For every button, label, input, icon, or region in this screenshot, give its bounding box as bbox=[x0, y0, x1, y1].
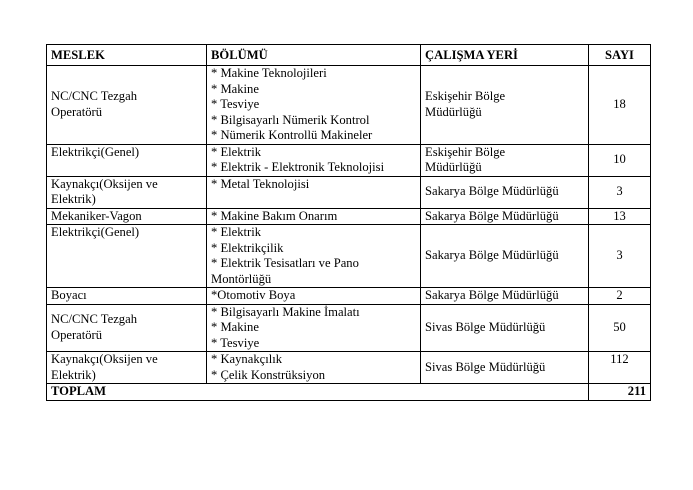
total-value: 211 bbox=[589, 384, 651, 401]
table-row bbox=[47, 352, 651, 384]
calisma-yeri-cell-line: Sakarya Bölge Müdürlüğü bbox=[425, 208, 559, 223]
bolumu-cell-line: * Elektrikçilik bbox=[211, 240, 284, 255]
meslek-cell-line: Operatörü bbox=[51, 104, 103, 119]
sayi-cell: 18 bbox=[589, 66, 651, 145]
meslek-cell-line: Boyacı bbox=[51, 288, 87, 302]
calisma-yeri-cell-line: Eskişehir Bölge bbox=[425, 89, 506, 104]
bolumu-cell-line: *Otomotiv Boya bbox=[211, 288, 296, 302]
meslek-cell-line: Elektrikçi(Genel) bbox=[51, 144, 140, 159]
meslek-cell bbox=[47, 225, 207, 288]
header-meslek: MESLEK bbox=[47, 45, 207, 66]
sayi-cell: 2 bbox=[589, 288, 651, 305]
header-bolumu: BÖLÜMÜ bbox=[207, 45, 421, 66]
meslek-cell-line: Elektrik) bbox=[51, 192, 96, 206]
total-label: TOPLAM bbox=[47, 384, 589, 401]
calisma-yeri-cell bbox=[421, 288, 589, 305]
bolumu-cell bbox=[207, 225, 421, 288]
calisma-yeri-cell bbox=[421, 144, 589, 176]
bolumu-cell bbox=[207, 208, 421, 225]
header-row bbox=[47, 45, 651, 66]
bolumu-cell-line: * Makine bbox=[211, 320, 259, 334]
bolumu-cell-line: * Metal Teknolojisi bbox=[211, 176, 310, 191]
meslek-cell-line: Mekaniker-Vagon bbox=[51, 208, 142, 223]
table-row bbox=[47, 208, 651, 225]
meslek-cell bbox=[47, 304, 207, 352]
calisma-yeri-cell-line: Eskişehir Bölge bbox=[425, 144, 506, 159]
sayi-cell: 50 bbox=[589, 304, 651, 352]
bolumu-cell-line: * Makine Teknolojileri bbox=[211, 66, 327, 80]
table-row bbox=[47, 225, 651, 288]
meslek-cell bbox=[47, 352, 207, 384]
calisma-yeri-cell-line: Sakarya Bölge Müdürlüğü bbox=[425, 248, 559, 263]
sayi-cell: 3 bbox=[589, 176, 651, 208]
meslek-cell-line: Elektrik) bbox=[51, 367, 96, 382]
bolumu-cell-line: Montörlüğü bbox=[211, 271, 272, 286]
meslek-cell-line: Elektrikçi(Genel) bbox=[51, 225, 140, 239]
total-row bbox=[47, 384, 651, 401]
meslek-cell bbox=[47, 208, 207, 225]
table-row bbox=[47, 304, 651, 352]
bolumu-cell-line: * Bilgisayarlı Nümerik Kontrol bbox=[211, 112, 370, 127]
bolumu-cell-line: * Elektrik bbox=[211, 144, 262, 159]
header-sayi: SAYI bbox=[589, 45, 651, 66]
table-row bbox=[47, 288, 651, 305]
bolumu-cell-line: * Kaynakçılık bbox=[211, 352, 282, 366]
bolumu-cell bbox=[207, 176, 421, 208]
table-row bbox=[47, 144, 651, 176]
meslek-cell-line: Kaynakçı(Oksijen ve bbox=[51, 176, 158, 191]
sayi-cell: 3 bbox=[589, 225, 651, 288]
calisma-yeri-cell-line: Sakarya Bölge Müdürlüğü bbox=[425, 184, 559, 199]
bolumu-cell-line: * Tesviye bbox=[211, 97, 260, 111]
meslek-cell bbox=[47, 66, 207, 145]
bolumu-cell-line: * Nümerik Kontrollü Makineler bbox=[211, 128, 373, 142]
bolumu-cell bbox=[207, 66, 421, 145]
sayi-cell: 10 bbox=[589, 144, 651, 176]
bolumu-cell-line: * Elektrik bbox=[211, 225, 262, 239]
calisma-yeri-cell-line: Sivas Bölge Müdürlüğü bbox=[425, 320, 546, 334]
bolumu-cell bbox=[207, 304, 421, 352]
bolumu-cell-line: * Makine bbox=[211, 81, 259, 96]
bolumu-cell bbox=[207, 288, 421, 305]
calisma-yeri-cell bbox=[421, 208, 589, 225]
calisma-yeri-cell-line: Sakarya Bölge Müdürlüğü bbox=[425, 288, 559, 302]
calisma-yeri-cell bbox=[421, 66, 589, 145]
meslek-cell bbox=[47, 144, 207, 176]
meslek-cell-line: Operatörü bbox=[51, 327, 103, 342]
sayi-cell: 13 bbox=[589, 208, 651, 225]
bolumu-cell-line: * Çelik Konstrüksiyon bbox=[211, 367, 326, 382]
calisma-yeri-cell-line: Müdürlüğü bbox=[425, 160, 482, 174]
meslek-cell bbox=[47, 288, 207, 305]
meslek-cell bbox=[47, 176, 207, 208]
meslek-cell-line: NC/CNC Tezgah bbox=[51, 89, 137, 104]
meslek-cell-line: NC/CNC Tezgah bbox=[51, 312, 137, 327]
calisma-yeri-cell bbox=[421, 352, 589, 384]
header-calisma-yeri: ÇALIŞMA YERİ bbox=[421, 45, 589, 66]
job-openings-table bbox=[46, 44, 651, 401]
calisma-yeri-cell-line: Müdürlüğü bbox=[425, 104, 482, 119]
meslek-cell-line: Kaynakçı(Oksijen ve bbox=[51, 352, 158, 366]
bolumu-cell-line: * Bilgisayarlı Makine İmalatı bbox=[211, 304, 360, 319]
calisma-yeri-cell bbox=[421, 304, 589, 352]
table-row bbox=[47, 176, 651, 208]
bolumu-cell-line: * Makine Bakım Onarım bbox=[211, 208, 338, 223]
calisma-yeri-cell bbox=[421, 176, 589, 208]
calisma-yeri-cell bbox=[421, 225, 589, 288]
bolumu-cell-line: * Elektrik - Elektronik Teknolojisi bbox=[211, 160, 385, 174]
sayi-cell: 112 bbox=[589, 352, 651, 384]
table-row bbox=[47, 66, 651, 145]
bolumu-cell-line: * Elektrik Tesisatları ve Pano bbox=[211, 256, 359, 270]
calisma-yeri-cell-line: Sivas Bölge Müdürlüğü bbox=[425, 359, 546, 374]
bolumu-cell-line: * Tesviye bbox=[211, 335, 260, 350]
bolumu-cell bbox=[207, 352, 421, 384]
bolumu-cell bbox=[207, 144, 421, 176]
